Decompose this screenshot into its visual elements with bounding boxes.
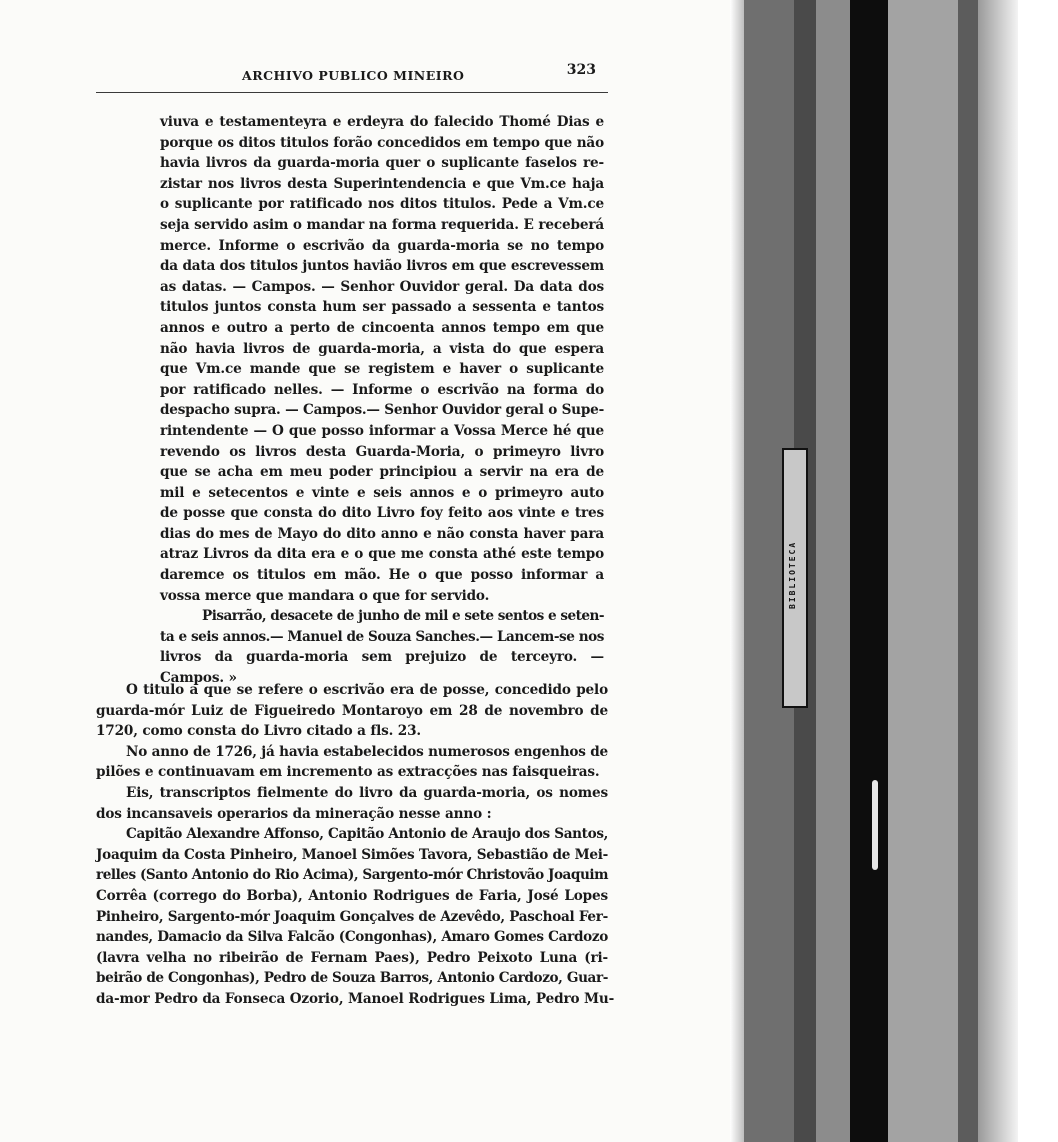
page-number: 323 <box>566 62 596 78</box>
header-title: ARCHIVO PUBLICO MINEIRO <box>242 68 465 83</box>
quote-line: titulos juntos consta hum ser passado a sessenta e tantos <box>160 299 604 316</box>
paragraph-line: relles (Santo Antonio do Rio Acima), Sargento-mór Christovão Joaquim <box>96 867 608 884</box>
quote-closing-line: Pisarrão, desacete de junho de mil e sete sentos e seten- <box>202 608 604 625</box>
book-spine-gutter <box>730 0 1058 1142</box>
quote-closing-line: livros da guarda-moria sem prejuizo de terceyro. — <box>160 649 604 666</box>
quote-closing-line: Campos. » <box>160 670 237 687</box>
paragraph-line: beirão de Congonhas), Pedro de Souza Barros, Antonio Cardozo, Guar- <box>96 970 608 987</box>
quote-line: revendo os livros desta Guarda-Moria, o primeyro livro <box>160 443 604 460</box>
running-header <box>96 62 616 86</box>
quote-line: que se acha em meu poder principiou a servir na era de <box>160 464 604 481</box>
paragraph <box>96 680 608 742</box>
paragraph-line: dos incansaveis operarios da mineração nesse anno : <box>96 805 492 822</box>
paragraph-line: pilões e continuavam em incremento as extracções nas faisqueiras. <box>96 764 600 781</box>
paragraph-line: guarda-mór Luiz de Figueiredo Montaroyo em 28 de novembro de <box>96 702 608 719</box>
paragraph <box>96 783 608 824</box>
header-rule <box>96 92 608 93</box>
paragraph-line: (lavra velha no ribeirão de Fernam Paes), Pedro Peixoto Luna (ri- <box>96 949 608 966</box>
quote-closing <box>160 606 604 688</box>
quote-line: mil e setecentos e vinte e seis annos e o primeyro auto <box>160 484 604 501</box>
quote-closing-line: ta e seis annos.— Manuel de Souza Sanches.— Lancem-se nos <box>160 628 604 645</box>
quote-line: atraz Livros da dita era e o que me consta athé este tempo <box>160 546 604 563</box>
paragraph-line: Joaquim da Costa Pinheiro, Manoel Simões Tavora, Sebastião de Mei- <box>96 846 608 863</box>
quote-line: seja servido asim o mandar na forma requerida. E receberá <box>160 216 604 233</box>
quote-line: merce. Informe o escrivão da guarda-moria se no tempo <box>160 237 604 254</box>
paragraph-line: Pinheiro, Sargento-mór Joaquim Gonçalves de Azevêdo, Paschoal Fer- <box>96 908 608 925</box>
quoted-document <box>160 112 604 689</box>
quote-line: que Vm.ce mande que se registem e haver o suplicante <box>160 361 604 378</box>
quote-line: havia livros da guarda-moria quer o suplicante faselos re- <box>160 155 604 172</box>
quote-line: as datas. — Campos. — Senhor Ouvidor geral. Da data dos <box>160 278 604 295</box>
quote-line: despacho supra. — Campos.— Senhor Ouvidor geral o Supe- <box>160 402 604 419</box>
paragraph <box>96 742 608 783</box>
paragraph-line: da-mor Pedro da Fonseca Ozorio, Manoel Rodrigues Lima, Pedro Mu- <box>96 990 615 1007</box>
library-stamp <box>782 448 808 708</box>
quote-line: zistar nos livros desta Superintendencia e que Vm.ce haja <box>160 175 604 192</box>
body-text <box>96 680 615 1010</box>
paragraph <box>96 824 615 1009</box>
quote-line: de posse que consta do dito Livro foy feito aos vinte e tres <box>160 505 604 522</box>
quote-line: daremce os titulos em mão. He o que posso informar a <box>160 567 604 584</box>
quote-line: vossa merce que mandara o que for servido. <box>160 587 490 604</box>
quote-line: annos e outro a perto de cincoenta annos tempo em que <box>160 319 604 336</box>
quote-line: viuva e testamenteyra e erdeyra do falecido Thomé Dias e <box>160 114 604 130</box>
quote-line: dias do mes de Mayo do dito anno e não consta haver para <box>160 525 604 542</box>
quote-body <box>160 112 604 606</box>
quote-line: não havia livros de guarda-moria, a vista do que espera <box>160 340 604 357</box>
paragraph-line: O titulo a que se refere o escrivão era de posse, concedido pelo <box>126 682 608 698</box>
library-stamp-text: BIBLIOTECA <box>788 540 797 610</box>
paragraph-line: Eis, transcriptos fielmente do livro da guarda-moria, os nomes <box>126 784 608 801</box>
paragraph-line: nandes, Damacio da Silva Falcão (Congonhas), Amaro Gomes Cardozo <box>96 929 608 946</box>
quote-line: porque os ditos titulos forão concedidos em tempo que não <box>160 134 604 151</box>
paragraph-line: No anno de 1726, já havia estabelecidos numerosos engenhos de <box>126 743 608 760</box>
quote-line: o suplicante por ratificado nos ditos titulos. Pede a Vm.ce <box>160 196 604 213</box>
paragraph-line: Capitão Alexandre Affonso, Capitão Antonio de Araujo dos Santos, <box>126 826 608 843</box>
quote-line: da data dos titulos juntos havião livros em que escrevessem <box>160 258 604 275</box>
paragraph-line: 1720, como consta do Livro citado a fls. 23. <box>96 723 421 740</box>
quote-line: rintendente — O que posso informar a Vossa Merce hé que <box>160 422 604 439</box>
paragraph-line: Corrêa (corrego do Borba), Antonio Rodrigues de Faria, José Lopes <box>96 887 608 904</box>
quote-line: por ratificado nelles. — Informe o escrivão na forma do <box>160 381 604 398</box>
